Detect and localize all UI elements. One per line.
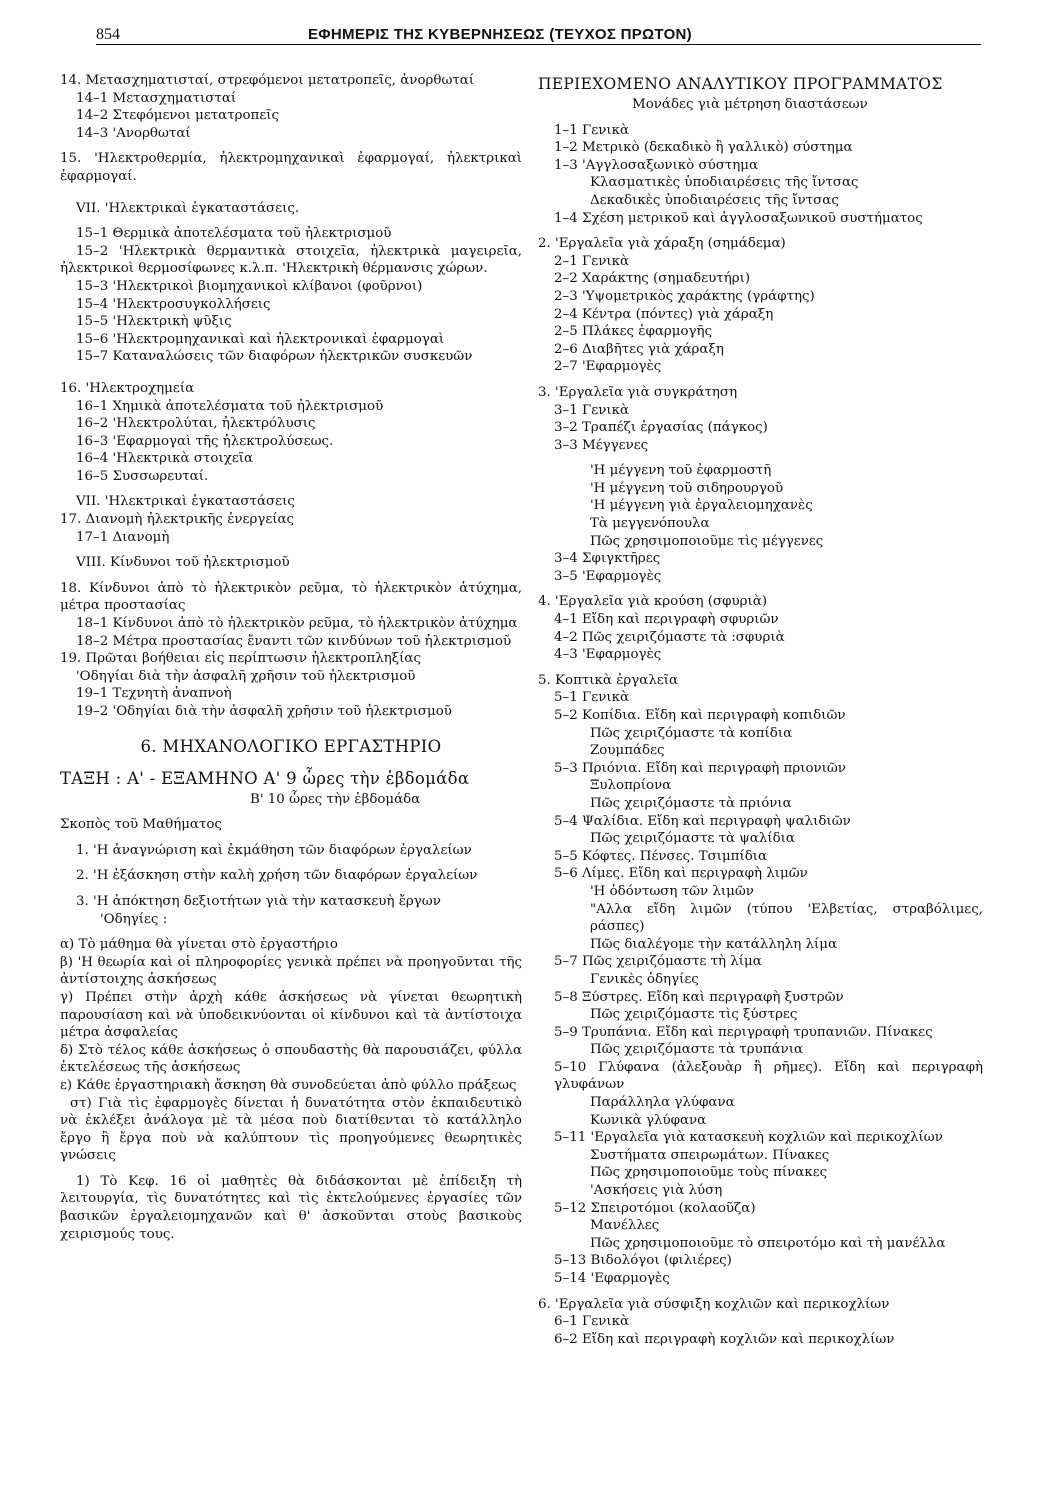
guideline-d: δ) Στὸ τέλος κάθε ἀσκήσεως ὁ σπουδαστὴς θὰ παρουσιάζει, φύλλα ἐκτελέσεως τῆς ἀσκήσεως (60, 1042, 522, 1076)
item-2-7: 2–7 'Εφαρμογὲς (554, 359, 662, 375)
guideline-b: β) 'Η θεωρία καὶ οἱ πληροφορίες γενικὰ πρέπει νὰ προηγοῦνται τῆς ἀντίστοιχης ἀσκήσεως (60, 954, 522, 988)
item-2-1: 2–1 Γενικὰ (554, 253, 630, 269)
item-5-2: 5–2 Κοπίδια. Εἴδη καὶ περιγραφὴ κοπιδιῶν (554, 708, 846, 723)
journal-title: ΕΦΗΜΕΡΙΣ ΤΗΣ ΚΥΒΕΡΝΗΣΕΩΣ (ΤΕΥΧΟΣ ΠΡΩΤΟΝ) (308, 26, 692, 43)
item-16-2: 16–2 'Ηλεκτρολύται, ἠλεκτρόλυσις (76, 416, 316, 432)
item-5-10-a: Παράλληλα γλύφανα (590, 1095, 735, 1111)
item-15-2: 15–2 'Ηλεκτρικὰ θερμαντικὰ στοιχεῖα, ἠλεκτρικὰ μαγειρεῖα, ἠλεκτρικοὶ θερμοσίφωνες κ.λ.π. 'Ηλεκτρικὴ θέρμανσις χώρων. (60, 243, 522, 277)
item-5-6-b: "Αλλα εἴδη λιμῶν (τύπου 'Ελβετίας, στραβόλιμες, ράσπες) (590, 901, 983, 935)
section-vii-b-heading: VII. 'Ηλεκτρικαὶ ἐγκαταστάσεις (76, 494, 295, 510)
item-14-1: 14–1 Μετασχηματισταί (76, 90, 237, 106)
note-1: 1) Τὸ Κεφ. 16 οἱ μαθητὲς θὰ διδάσκονται μὲ ἐπίδειξη τὴ λειτουργία, τὶς δυνατότητες καὶ τὶς ἐκτελούμενες ἐργασίες τῶν βασικῶν ἐργαλειομηχανῶν καὶ θ' ἀσκοῦνται στοὺς βασικοὺς χειρισμούς τους. (60, 1173, 522, 1242)
item-16-3: 16–3 'Εφαρμογαὶ τῆς ἠλεκτρολύσεως. (76, 433, 334, 449)
item-5-2-a: Πῶς χειριζόμαστε τὰ κοπίδια (590, 725, 793, 741)
aim-heading: Σκοπὸς τοῦ Μαθήματος (60, 817, 222, 833)
item-3-1: 3–1 Γενικὰ (554, 402, 630, 418)
guidelines-heading: 'Οδηγίες : (100, 911, 168, 927)
item-17-1: 17–1 Διανομὴ (76, 529, 170, 545)
item-15-5: 15–5 'Ηλεκτρικὴ ψῦξις (76, 314, 232, 330)
item-5-6-c: Πῶς διαλέγομε τὴν κατάλληλη λίμα (590, 936, 838, 952)
content-title: ΠΕΡΙΕΧΟΜΕΝΟ ΑΝΑΛΥΤΙΚΟΥ ΠΡΟΓΡΑΜΜΑΤΟΣ (538, 75, 943, 93)
item-14-2: 14–2 Στεφόμενοι μετατροπεῖς (76, 108, 280, 124)
item-5-6: 5–6 Λίμες. Εἴδη καὶ περιγραφὴ λιμῶν (554, 866, 808, 882)
item-5-14: 5–14 'Εφαρμογὲς (554, 1271, 670, 1286)
item-3-3-b: 'Η μέγγενη τοῦ σιδηρουργοῦ (590, 480, 784, 496)
item-5-12-b: Πῶς χρησιμοποιοῦμε τὸ σπειροτόμο καὶ τὴ μανέλλα (590, 1235, 946, 1251)
section-6-title: 6. ΜΗΧΑΝΟΛΟΓΙΚΟ ΕΡΓΑΣΤΗΡΙΟ (140, 736, 442, 756)
item-5-3-b: Πῶς χειριζόμαστε τὰ πριόνια (590, 795, 792, 811)
class-semester-line-2: Β' 10 ὧρες τὴν ἑβδομάδα (250, 791, 421, 807)
item-16: 16. 'Ηλεκτροχημεία (60, 380, 195, 396)
item-1-3: 1–3 'Αγγλοσαξωνικὸ σύστημα (554, 157, 759, 173)
item-5-4-a: Πῶς χειριζόμαστε τὰ ψαλίδια (590, 831, 795, 847)
item-1-3-a: Κλασματικὲς ὑποδιαιρέσεις τῆς ἴντσας (590, 175, 859, 191)
item-1-2: 1–2 Μετρικὸ (δεκαδικὸ ἢ γαλλικὸ) σύστημα (554, 140, 853, 156)
item-4-3: 4–3 'Εφαρμογὲς (554, 647, 662, 663)
aim-2: 2. 'Η ἐξάσκηση στὴν καλὴ χρήση τῶν διαφόρων ἐργαλείων (76, 868, 478, 884)
item-2: 2. 'Εργαλεῖα γιὰ χάραξη (σημάδεμα) (538, 236, 786, 252)
section-vii-heading: VII. 'Ηλεκτρικαὶ ἐγκαταστάσεις. (76, 200, 300, 216)
aim-3: 3. 'Η ἀπόκτηση δεξιοτήτων γιὰ τὴν κατασκευὴ ἔργων (76, 893, 441, 909)
item-1-4: 1–4 Σχέση μετρικοῦ καὶ ἀγγλοσαξωνικοῦ συστήματος (554, 210, 923, 226)
guideline-e: ε) Κάθε ἐργαστηριακὴ ἄσκηση θὰ συνοδεύεται ἀπὸ φύλλο πράξεως (60, 1077, 517, 1093)
item-16-1: 16–1 Χημικὰ ἀποτελέσματα τοῦ ἠλεκτρισμοῦ (76, 398, 384, 414)
item-5-3-a: Ξυλοπρίονα (590, 778, 672, 794)
item-6-1: 6–1 Γενικὰ (554, 1314, 630, 1330)
item-5-5: 5–5 Κόφτες. Πένσες. Τσιμπίδια (554, 848, 768, 864)
item-5-3: 5–3 Πριόνια. Εἴδη καὶ περιγραφὴ πριονιῶν (554, 760, 846, 776)
item-5-11-c: 'Ασκήσεις γιὰ λύση (590, 1183, 723, 1199)
page-number: 854 (96, 26, 120, 43)
guideline-st: στ) Γιὰ τὶς ἐφαρμογὲς δίνεται ἡ δυνατότητα στὸν ἐκπαιδευτικὸ νὰ ἐκλέξει ἀνάλογα μὲ τὰ μέσα ποὺ διατίθενται τὸ κατάλληλο ἔργο ἢ ἔργα ποὺ νὰ καλύπτουν τὶς προηγούμενες θεωρητικὲς γνώσεις (60, 1095, 522, 1164)
item-4-1: 4–1 Εἴδη καὶ περιγραφὴ σφυριῶν (554, 612, 779, 628)
item-16-5: 16–5 Συσσωρευταί. (76, 468, 209, 484)
item-3-5: 3–5 'Εφαρμογὲς (554, 568, 662, 584)
item-19-2: 19–2 'Οδηγίαι διὰ τὴν ἀσφαλῆ χρῆσιν τοῦ ἠλεκτρισμοῦ (76, 704, 452, 719)
item-3-3: 3–3 Μέγγενες (554, 437, 649, 453)
right-column (538, 72, 983, 1348)
item-15-7: 15–7 Καταναλώσεις τῶν διαφόρων ἠλεκτρικῶν συσκευῶν (76, 349, 473, 365)
item-19: 19. Πρῶται βοήθειαι εἰς περίπτωσιν ἠλεκτροπληξίας (60, 651, 421, 667)
item-2-3: 2–3 'Υψομετρικὸς χαράκτης (γράφτης) (554, 288, 815, 304)
item-4: 4. 'Εργαλεῖα γιὰ κρούση (σφυριὰ) (538, 594, 768, 610)
item-3-4: 3–4 Σφιγκτῆρες (554, 551, 661, 567)
item-5-11-b: Πῶς χρησιμοποιοῦμε τοὺς πίνακες (590, 1165, 828, 1181)
item-5-12-a: Μανέλλες (590, 1218, 660, 1234)
item-5-10: 5–10 Γλύφανα (ἀλεξουὰρ ἢ ρῆμες). Εἴδη καὶ περιγραφὴ γλυφάνων (554, 1059, 983, 1093)
item-19-note: 'Οδηγίαι διὰ τὴν ἀσφαλῆ χρῆσιν τοῦ ἠλεκτρισμοῦ (76, 668, 416, 684)
left-column (60, 72, 522, 1243)
item-5-9: 5–9 Τρυπάνια. Εἴδη καὶ περιγραφὴ τρυπανιῶν. Πίνακες (554, 1024, 933, 1040)
item-3-3-c: 'Η μέγγενη γιὰ ἐργαλειομηχανὲς (590, 498, 813, 514)
item-15-3: 15–3 'Ηλεκτρικοὶ βιομηχανικοὶ κλίβανοι (φοῦρνοι) (76, 278, 423, 294)
item-5-11: 5–11 'Εργαλεῖα γιὰ κατασκευὴ κοχλιῶν καὶ περικοχλίων (554, 1130, 943, 1146)
item-3-3-d: Τὰ μεγγενόπουλα (590, 516, 710, 532)
item-5-8-a: Πῶς χειριζόμαστε τὶς ξύστρες (590, 1007, 798, 1023)
section-viii-heading: VIII. Κίνδυνοι τοῦ ἠλεκτρισμοῦ (76, 555, 290, 571)
item-15-6: 15–6 'Ηλεκτρομηχανικαὶ καὶ ἠλεκτρονικαὶ ἐφαρμογαὶ (76, 331, 445, 347)
item-5-7-a: Γενικὲς ὁδηγίες (590, 971, 699, 987)
item-4-2: 4–2 Πῶς χειριζόμαστε τὰ :σφυριὰ (554, 629, 785, 645)
item-16-4: 16–4 'Ηλεκτρικὰ στοιχεῖα (76, 451, 254, 467)
page-header (96, 18, 981, 45)
item-15-1: 15–1 Θερμικὰ ἀποτελέσματα τοῦ ἠλεκτρισμοῦ (76, 226, 392, 242)
item-19-1: 19–1 Τεχνητὴ ἀναπνοὴ (76, 686, 232, 702)
item-18: 18. Κίνδυνοι ἀπὸ τὸ ἠλεκτρικὸν ρεῦμα, τὸ ἠλεκτρικὸν ἀτύχημα, μέτρα προστασίας (60, 580, 522, 614)
class-semester-line: ΤΑΞΗ : Α' - ΕΞΑΜΗΝΟ Α' 9 ὧρες τὴν ἑβδομάδα (60, 768, 470, 788)
item-2-6: 2–6 Διαβῆτες γιὰ χάραξη (554, 341, 724, 357)
item-5-13: 5–13 Βιδολόγοι (φιλιέρες) (554, 1253, 732, 1269)
item-5-9-a: Πῶς χειριζόμαστε τὰ τρυπάνια (590, 1042, 803, 1058)
item-3-3-a: 'Η μέγγενη τοῦ ἐφαρμοστῆ (590, 463, 772, 479)
item-5-12: 5–12 Σπειροτόμοι (κολαοῦζα) (554, 1200, 756, 1216)
item-5-2-b: Ζουμπάδες (590, 743, 665, 759)
item-5-7: 5–7 Πῶς χειριζόμαστε τὴ λίμα (554, 954, 762, 970)
item-5-4: 5–4 Ψαλίδια. Εἴδη καὶ περιγραφὴ ψαλιδιῶν (554, 813, 851, 829)
item-15-4: 15–4 'Ηλεκτροσυγκολλήσεις (76, 296, 271, 312)
item-5-10-b: Κωνικὰ γλύφανα (590, 1112, 707, 1128)
item-6: 6. 'Εργαλεῖα γιὰ σύσφιξη κοχλιῶν καὶ περικοχλίων (538, 1296, 890, 1312)
item-14: 14. Μετασχηματισταί, στρεφόμενοι μετατροπεῖς, ἀνορθωταί (60, 73, 475, 88)
item-2-5: 2–5 Πλάκες ἐφαρμογῆς (554, 324, 713, 340)
item-17: 17. Διανομὴ ἠλεκτρικῆς ἐνεργείας (60, 512, 295, 528)
item-5-8: 5–8 Ξύστρες. Εἴδη καὶ περιγραφὴ ξυστρῶν (554, 989, 844, 1005)
item-14-3: 14–3 'Ανορθωταί (76, 125, 191, 141)
aim-1: 1. 'Η ἀναγνώριση καὶ ἐκμάθηση τῶν διαφόρων ἐργαλείων (76, 842, 472, 858)
item-5-11-a: Συστήματα σπειρωμάτων. Πίνακες (590, 1147, 830, 1163)
item-1-1: 1–1 Γενικὰ (554, 122, 630, 138)
item-2-2: 2–2 Χαράκτης (σημαδευτήρι) (554, 271, 751, 287)
item-5-6-a: 'Η ὀδόντωση τῶν λιμῶν (590, 883, 754, 899)
item-5: 5. Κοπτικὰ ἐργαλεῖα (538, 672, 679, 688)
guideline-a: α) Τὸ μάθημα θὰ γίνεται στὸ ἐργαστήριο (60, 937, 338, 953)
item-15: 15. 'Ηλεκτροθερμία, ἠλεκτρομηχανικαὶ ἐφαρμογαί, ἠλεκτρικαὶ ἐφαρμογαί. (60, 151, 522, 184)
item-3: 3. 'Εργαλεῖα γιὰ συγκράτηση (538, 384, 738, 400)
guideline-c: γ) Πρέπει στὴν ἀρχὴ κάθε ἀσκήσεως νὰ γίνεται θεωρητικὴ παρουσίαση καὶ νὰ ὑποδεικνύονται οἱ κίνδυνοι καὶ τὰ ἀντίστοιχα μέτρα ἀσφαλείας (60, 989, 522, 1041)
item-5-1: 5–1 Γενικὰ (554, 690, 630, 706)
item-3-2: 3–2 Τραπέζι ἐργασίας (πάγκος) (554, 420, 768, 436)
item-18-2: 18–2 Μέτρα προστασίας ἔναντι τῶν κινδύνων τοῦ ἠλεκτρισμοῦ (76, 633, 512, 649)
content-subtitle: Μονάδες γιὰ μέτρηση διαστάσεων (632, 97, 868, 112)
item-6-2: 6–2 Εἴδη καὶ περιγραφὴ κοχλιῶν καὶ περικοχλίων (554, 1331, 895, 1347)
item-3-3-e: Πῶς χρησιμοποιοῦμε τὶς μέγγενες (590, 533, 824, 549)
item-18-1: 18–1 Κίνδυνοι ἀπὸ τὸ ἠλεκτρικὸν ρεῦμα, τὸ ἠλεκτρικὸν ἀτύχημα (76, 616, 518, 632)
item-1-3-b: Δεκαδικὲς ὑποδιαιρέσεις τῆς ἴντσας (590, 192, 839, 208)
item-2-4: 2–4 Κέντρα (πόντες) γιὰ χάραξη (554, 306, 774, 322)
